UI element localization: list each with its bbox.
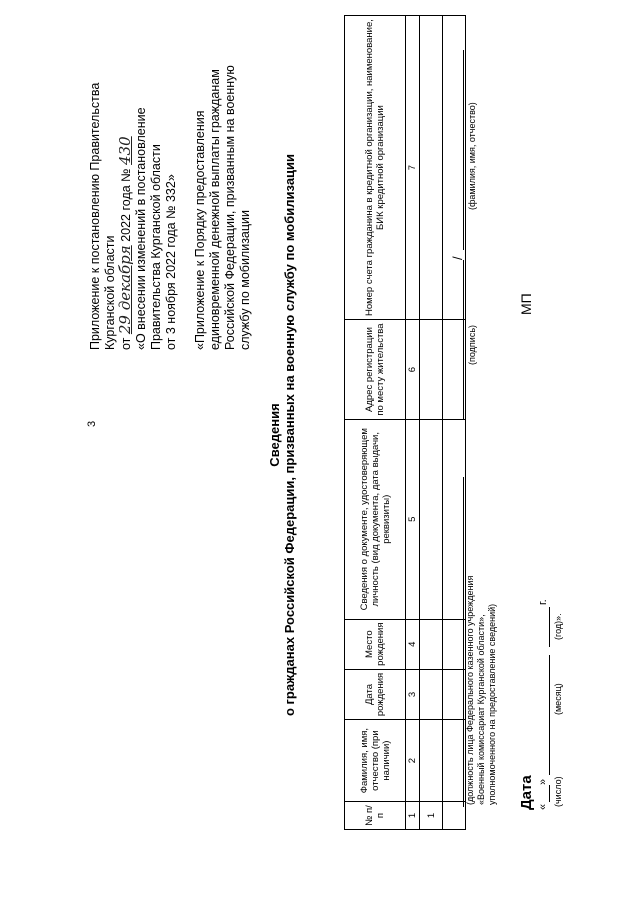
date-close-quote: »: [537, 778, 549, 785]
header-mid: 2022 года №: [119, 168, 133, 242]
month-caption: (месяц): [553, 683, 563, 715]
stamp-place: МП: [518, 293, 534, 315]
column-number: 6: [406, 320, 420, 420]
appendix-line: «Приложение к Порядку предоставления: [193, 110, 207, 350]
name-line: [463, 50, 464, 250]
table-cell: 1: [420, 802, 443, 830]
header-line: Правительства Курганской области: [149, 144, 163, 350]
column-number: 1: [406, 802, 420, 830]
official-line-2: «Военный комиссариат Курганской области»,: [476, 614, 486, 805]
header-cell: № п/п: [345, 802, 406, 830]
date-open-quote: «: [537, 803, 549, 810]
column-number: 5: [406, 419, 420, 619]
appendix-line: службу по мобилизации: [238, 209, 252, 350]
header-line: от 3 ноября 2022 года № 332»: [164, 174, 178, 350]
table-cell: [420, 720, 443, 802]
table-row: [420, 16, 443, 830]
table-header-row: [345, 16, 406, 830]
header-line: «О внесении изменений в постановление: [134, 107, 148, 350]
title-line-1: Сведения: [267, 403, 282, 467]
year-line: [549, 607, 550, 647]
official-line-1: (должность лица Федерального казенного учреждения: [465, 575, 475, 805]
table-cell: [420, 619, 443, 669]
table-cell: [420, 669, 443, 719]
header-cell: Место рождения: [345, 619, 406, 669]
official-line-3: уполномоченного на предоставление сведений): [487, 603, 497, 805]
date-label: Дата: [518, 775, 535, 810]
column-number: 7: [406, 16, 420, 320]
header-cell: Номер счета гражданина в кредитной организации, наименование, БИК кредитной организации: [345, 16, 406, 320]
header-date-line: [118, 10, 134, 350]
year-caption: (год)».: [553, 613, 563, 640]
header-cell: Адрес регистрации по месту жительства: [345, 320, 406, 420]
appendix-line: единовременной денежной выплаты гражданам: [208, 69, 222, 350]
day-caption: (число): [553, 776, 563, 807]
header-line: Приложение к постановлению Правительства: [88, 82, 102, 350]
column-number-row: [406, 16, 420, 830]
column-number: 4: [406, 619, 420, 669]
official-line: [463, 477, 464, 807]
day-line: [549, 785, 550, 802]
handwritten-date: 29 декабря: [116, 245, 134, 335]
official-caption: [465, 576, 498, 805]
document-title: [267, 85, 297, 785]
header-cell: Дата рождения: [345, 669, 406, 719]
appendix-line: Российской Федерации, призванным на военную: [223, 65, 237, 350]
appendix-header: [88, 10, 253, 350]
page-number: 3: [86, 420, 98, 427]
header-cell: Фамилия, имя, отчество (при наличии): [345, 720, 406, 802]
header-cell: Сведения о документе, удостоверяющем личность (вид документа, дата выдачи, реквизиты): [345, 419, 406, 619]
header-prefix: от: [119, 337, 133, 350]
month-line: [549, 655, 550, 775]
column-number: 3: [406, 669, 420, 719]
signature-caption: (подпись): [467, 324, 477, 365]
signature-line: [463, 260, 464, 420]
table-cell: [420, 419, 443, 619]
name-caption: (фамилия, имя, отчество): [467, 102, 477, 210]
year-suffix: г.: [537, 599, 549, 605]
handwritten-number: 430: [116, 136, 134, 165]
column-number: 2: [406, 720, 420, 802]
header-line: Курганской области: [103, 235, 117, 350]
table-cell: [420, 16, 443, 320]
table-cell: [420, 320, 443, 420]
citizens-table: [344, 15, 466, 830]
title-line-2: о гражданах Российской Федерации, призванных на военную службу по мобилизации: [282, 153, 297, 717]
signature-slash: /: [450, 256, 465, 260]
